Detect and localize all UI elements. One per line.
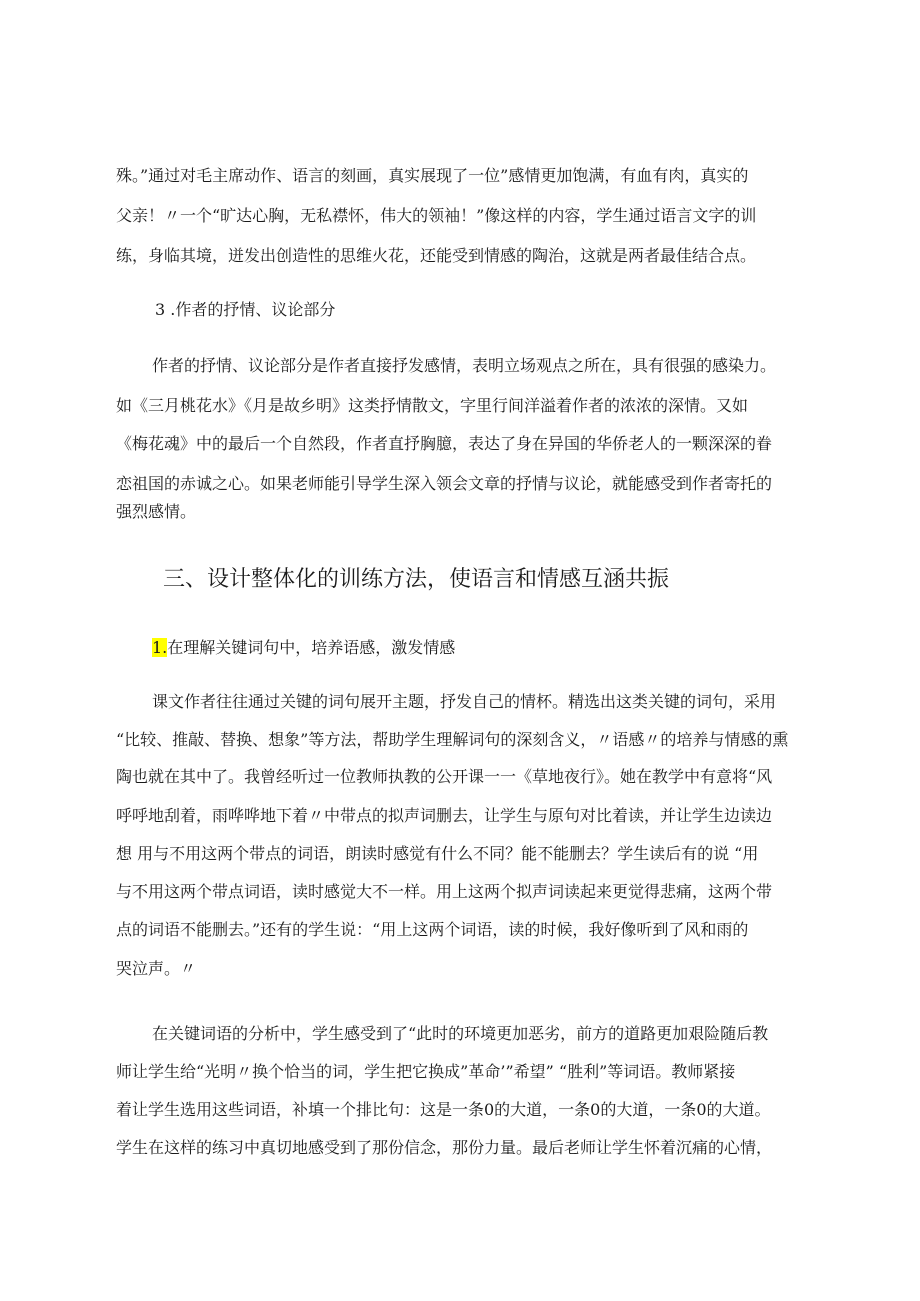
text-line: 呼呼地刮着，雨哗哗地下着〃中带点的拟声词删去，让学生与原句对比着读，并让学生边读边	[116, 806, 773, 825]
text-line: 《梅花魂》中的最后一个自然段，作者直抒胸臆，表达了身在异国的华侨老人的一颗深深的眷	[116, 434, 773, 453]
text-line: 与不用这两个带点词语，读时感觉大不一样。用上这两个拟声词读起来更觉得悲痛，这两个带	[116, 882, 773, 901]
text-line: 殊。”通过对毛主席动作、语言的刻画，真实展现了一位”感情更加饱满，有血有肉，真实的	[116, 166, 749, 185]
text-line: 师让学生给“光明〃换个恰当的词，学生把它换成”革命’”希望” “胜利”等词语。教师紧接	[116, 1062, 736, 1081]
text-line: 陶也就在其中了。我曾经听过一位教师执教的公开课一一《草地夜行》。她在教学中有意将“风	[116, 767, 773, 786]
text-line: 课文作者往往通过关键的词句展开主题，抒发自己的情杯。精选出这类关键的词句，采用	[152, 692, 777, 711]
text-line: 如《三月桃花水》《月是故乡明》这类抒情散文，字里行间洋溢着作者的浓浓的深情。又如	[116, 396, 749, 415]
section-heading: 三、设计整体化的训练方法，使语言和情感互涵共振	[163, 567, 670, 592]
text-line: 哭泣声。〃	[116, 959, 197, 978]
text-line: 在关键词语的分析中，学生感受到了“此时的环境更加恶劣，前方的道路更加艰险随后教	[152, 1024, 769, 1043]
text-line: 父亲！〃一个“旷达心胸，无私襟怀，伟大的领袖！”像这样的内容，学生通过语言文字的训	[116, 206, 757, 225]
subheading-1	[152, 638, 455, 658]
text-line: 着让学生选用这些词语，补填一个排比句：这是一条0的大道，一条0的大道，一条0的大道。	[116, 1100, 771, 1119]
text-line: “比较、推敲、替换、想象”等方法，帮助学生理解词句的深刻含义，〃语感〃的培养与情感的熏	[116, 730, 789, 749]
text-line: 作者的抒情、议论部分是作者直接抒发感情，表明立场观点之所在，具有很强的感染力。	[152, 356, 777, 375]
subheading-1-number: 1.	[152, 638, 168, 657]
text-line: 练，身临其境，迸发出创造性的思维火花，还能受到情感的陶治，这就是两者最佳结合点。	[116, 246, 757, 265]
text-line: 想 用与不用这两个带点的词语，朗读时感觉有什么不同？能不能删去？学生读后有的说 “用	[116, 844, 759, 863]
text-line: 点的词语不能删去。”还有的学生说：“用上这两个词语，读的时候，我好像听到了风和雨的	[116, 920, 749, 939]
text-line: 学生在这样的练习中真切地感受到了那份信念，那份力量。最后老师让学生怀着沉痛的心情，	[116, 1138, 773, 1157]
subheading-1-text: 在理解关键词句中，培养语感，激发情感	[167, 638, 456, 657]
text-line: 恋祖国的赤诚之心。如果老师能引导学生深入领会文章的抒情与议论，就能感受到作者寄托的	[116, 474, 773, 493]
subheading-3: 3 .作者的抒情、议论部分	[155, 300, 336, 319]
text-line: 强烈感情。	[116, 502, 197, 521]
